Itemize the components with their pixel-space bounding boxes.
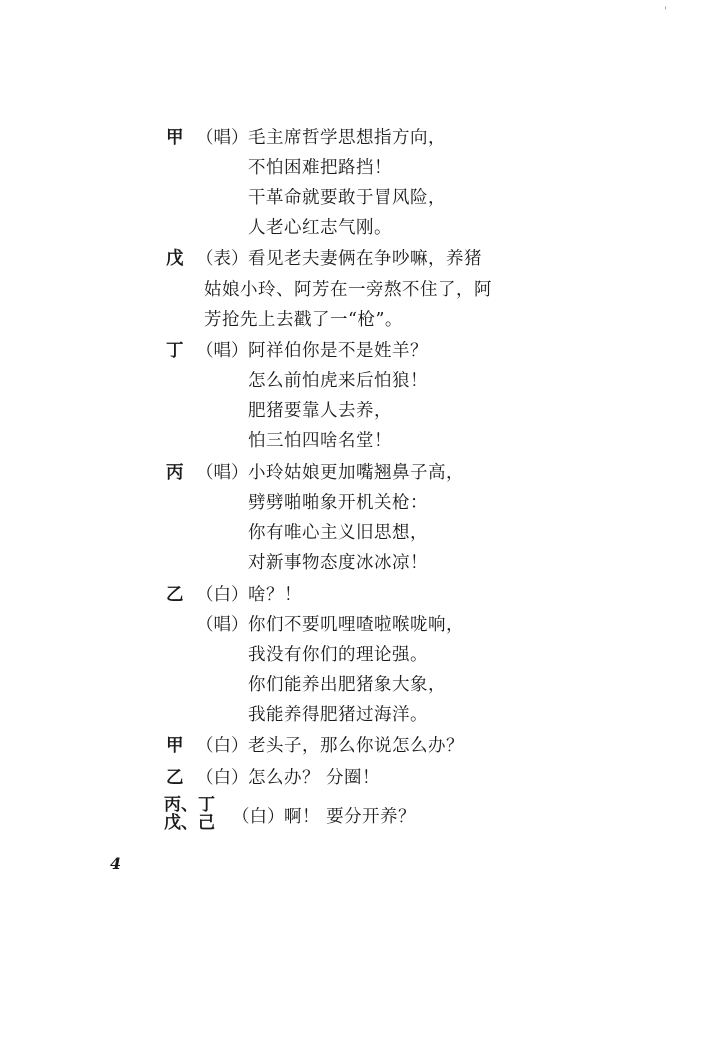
- verse-line: 怕三怕四啥名堂！: [248, 431, 392, 451]
- speaker-group-bottom: 戊、己: [164, 813, 215, 833]
- stage-cue: （唱）: [196, 341, 249, 361]
- stage-cue: （白）: [196, 585, 249, 605]
- stage-cue: （唱）: [196, 615, 249, 635]
- verse-line: 我没有你们的理论强。: [248, 645, 428, 665]
- stage-cue: （白）: [232, 807, 285, 827]
- prose-line: 姑娘小玲、阿芳在一旁熬不住了，阿: [204, 280, 492, 300]
- dialogue-line: 啊！ 要分开养？: [284, 807, 417, 827]
- dialogue-line: 老头子，那么你说怎么办？: [248, 736, 464, 756]
- verse-line: 小玲姑娘更加嘴翘鼻子高，: [248, 463, 464, 483]
- speaker-label: 甲: [166, 736, 184, 756]
- verse-line: 对新事物态度冰冰凉！: [248, 553, 428, 573]
- verse-line: 毛主席哲学思想指方向，: [248, 128, 446, 148]
- page-number: 4: [110, 854, 122, 873]
- verse-line: 人老心红志气刚。: [248, 218, 392, 238]
- verse-line: 干革命就要敢于冒风险，: [248, 188, 446, 208]
- verse-line: 劈劈啪啪象开机关枪：: [248, 493, 428, 513]
- stage-cue: （表）: [196, 249, 249, 269]
- verse-line: 不怕困难把路挡！: [248, 158, 392, 178]
- speaker-label: 甲: [166, 128, 184, 148]
- stage-cue: （唱）: [196, 128, 249, 148]
- speaker-label: 乙: [166, 768, 184, 788]
- verse-line: 肥猪要靠人去养，: [248, 401, 392, 421]
- speaker-group-top: 丙、丁: [164, 795, 215, 815]
- prose-line: 看见老夫妻俩在争吵嘛，养猪: [248, 249, 482, 269]
- verse-line: 我能养得肥猪过海洋。: [248, 705, 428, 725]
- prose-line: 芳抢先上去戳了一“枪”。: [204, 310, 403, 330]
- dialogue-line: 怎么办？ 分圈！: [248, 768, 381, 788]
- verse-line: 怎么前怕虎来后怕狼！: [248, 371, 428, 391]
- verse-line: 你有唯心主义旧思想，: [248, 523, 428, 543]
- stage-cue: （白）: [196, 736, 249, 756]
- speaker-label: 戊: [166, 249, 184, 269]
- corner-mark: ': [664, 6, 667, 17]
- verse-line: 你们能养出肥猪象大象，: [248, 675, 446, 695]
- verse-line: 阿祥伯你是不是姓羊？: [248, 341, 428, 361]
- stage-cue: （唱）: [196, 463, 249, 483]
- stage-cue: （白）: [196, 768, 249, 788]
- speaker-label: 乙: [166, 585, 184, 605]
- verse-line: 你们不要叽哩喳啦喉咙响，: [248, 615, 464, 635]
- speaker-label: 丁: [166, 341, 184, 361]
- dialogue-line: 啥？！: [248, 585, 302, 605]
- speaker-label: 丙: [166, 463, 184, 483]
